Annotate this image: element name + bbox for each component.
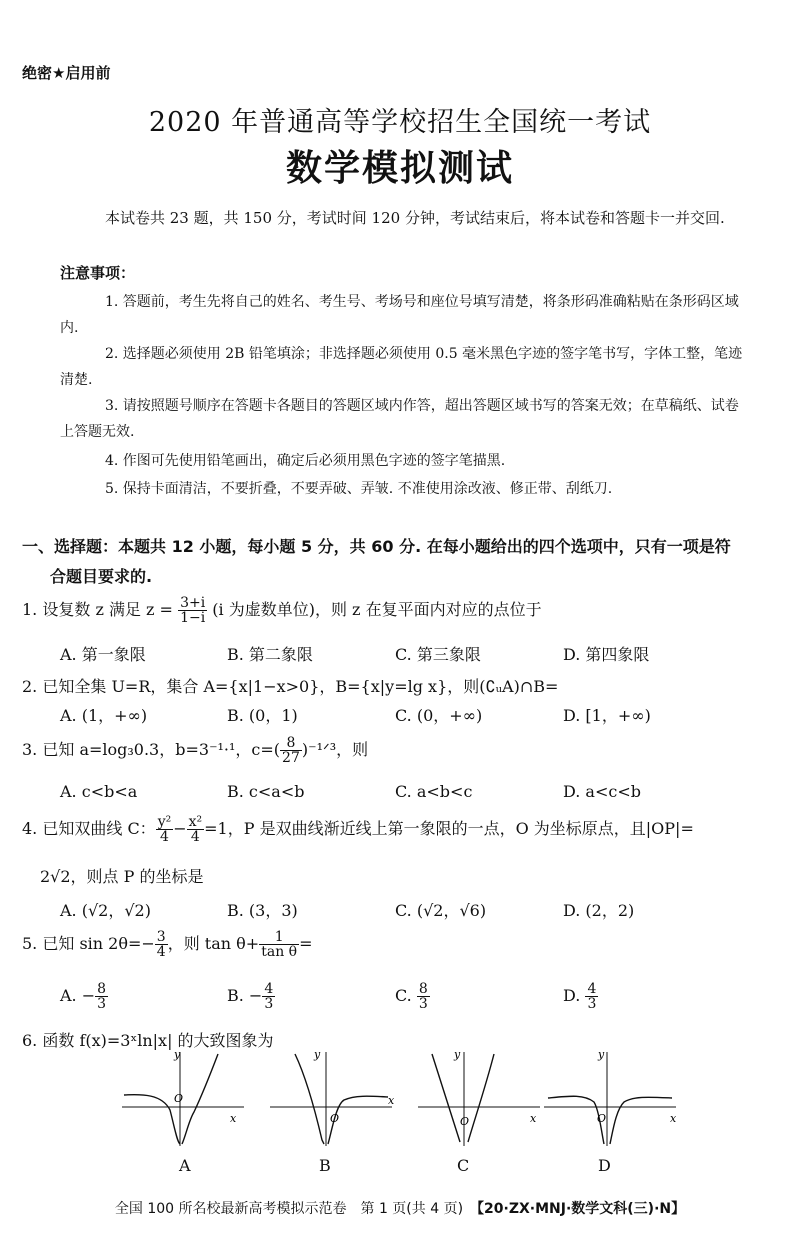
page-footer <box>0 1198 800 1218</box>
notice-item: 2. 选择题必须使用 2B 铅笔填涂；非选择题必须使用 0.5 毫米黑色字迹的签字笔书写，字体工整，笔迹清楚. <box>60 346 743 388</box>
q5-a-den: 3 <box>97 996 107 1012</box>
graph-b-origin: O <box>330 1112 340 1125</box>
section-heading-line2: 合题目要求的. <box>50 567 153 586</box>
q2-option-a: A. (1，+∞) <box>60 706 148 725</box>
graph-a-y-label: y <box>174 1050 181 1061</box>
graph-a-right-branch <box>182 1054 218 1144</box>
q5-mid: ，则 tan θ+ <box>167 934 260 953</box>
q1-stem-post: (i 为虚数单位)，则 z 在复平面内对应的点位于 <box>212 600 542 619</box>
q3-option-c: C. a<b<c <box>395 782 473 801</box>
graph-d-x-label: x <box>670 1112 677 1125</box>
graph-d-y-label: y <box>598 1050 605 1061</box>
q4-frac2-num: x² <box>188 814 203 830</box>
q1-option-a: A. 第一象限 <box>60 645 146 664</box>
q1-option-c: C. 第三象限 <box>395 645 481 664</box>
confidential-label: 绝密★启用前 <box>22 64 111 82</box>
q5-option-c <box>395 982 430 1011</box>
section-heading-line1: 一、选择题：本题共 12 小题，每小题 5 分，共 60 分. 在每小题给出的四个选项中，只有一项是符 <box>22 537 731 556</box>
q2-option-c: C. (0，+∞) <box>395 706 483 725</box>
q2-option-b: B. (0，1) <box>227 706 298 725</box>
q5-fraction-1 <box>155 930 168 959</box>
q4-option-c: C. (√2，√6) <box>395 901 487 920</box>
q1-frac-num: 3+i <box>180 595 206 611</box>
q5-frac2-num: 1 <box>259 930 299 945</box>
q3-option-a: A. c<b<a <box>60 782 138 801</box>
q4-option-d: D. (2，2) <box>563 901 635 920</box>
q3-frac-den: 27 <box>282 750 300 766</box>
question-5-stem <box>22 930 313 959</box>
q5-option-d <box>563 982 598 1011</box>
q3-stem-pre: 3. 已知 a=log₃0.3，b=3⁻¹·¹，c=( <box>22 740 281 759</box>
q5-frac1-den: 4 <box>156 944 166 960</box>
graph-a-label: A <box>179 1156 191 1175</box>
graph-c-x-label: x <box>530 1112 537 1125</box>
q5-d-prefix: D. <box>563 986 586 1005</box>
q5-c-fraction <box>417 982 430 1011</box>
graph-c <box>418 1050 548 1150</box>
q1-stem-pre: 1. 设复数 z 满足 z = <box>22 600 173 619</box>
notice-item: 1. 答题前，考生先将自己的姓名、考生号、考场号和座位号填写清楚，将条形码准确粘贴在条形码区域内. <box>60 294 739 336</box>
q1-option-b: B. 第二象限 <box>227 645 313 664</box>
graph-d-origin: O <box>597 1112 607 1125</box>
q5-option-b <box>227 982 275 1011</box>
q5-stem-pre: 5. 已知 sin 2θ=− <box>22 934 155 953</box>
graph-a-x-label: x <box>230 1112 237 1125</box>
q3-option-b: B. c<a<b <box>227 782 305 801</box>
question-3-stem <box>22 736 368 765</box>
q5-c-prefix: C. <box>395 986 417 1005</box>
graph-c-origin: O <box>460 1115 470 1128</box>
q1-frac-den: 1−i <box>180 610 206 626</box>
q4-frac1-num: y² <box>157 814 172 830</box>
q5-frac1-num: 3 <box>156 929 166 945</box>
q4-frac2-den: 4 <box>190 829 200 845</box>
notice-item: 5. 保持卡面清洁，不要折叠，不要弄破、弄皱. 不准使用涂改液、修正带、刮纸刀. <box>105 481 613 497</box>
question-4-stem <box>22 815 694 844</box>
graph-c-left-branch <box>432 1054 460 1142</box>
graph-b-label: B <box>319 1156 331 1175</box>
q4-frac1-den: 4 <box>159 829 169 845</box>
q5-fraction-2 <box>259 930 299 959</box>
q4-option-a: A. (√2，√2) <box>60 901 151 920</box>
q1-option-d: D. 第四象限 <box>563 645 650 664</box>
graph-d-left-branch <box>548 1096 607 1144</box>
q5-d-fraction <box>585 982 598 1011</box>
graph-b-left-branch <box>295 1054 324 1144</box>
graph-d <box>544 1050 684 1150</box>
question-1-stem <box>22 596 542 625</box>
notice-heading: 注意事项： <box>60 264 136 282</box>
graph-c-y-label: y <box>454 1050 461 1061</box>
q4-stem-pre: 4. 已知双曲线 C： <box>22 819 156 838</box>
q5-d-den: 3 <box>587 996 597 1012</box>
q4-fraction-2 <box>187 815 205 844</box>
q4-minus: − <box>173 819 187 838</box>
q5-frac2-den: tan θ <box>261 944 298 960</box>
graph-c-label: C <box>457 1156 470 1175</box>
question-4-line2: 2√2，则点 P 的坐标是 <box>40 867 204 886</box>
q4-stem-post: =1，P 是双曲线渐近线上第一象限的一点，O 为坐标原点，且|OP|= <box>204 819 694 838</box>
q5-c-num: 8 <box>418 981 428 997</box>
footer-code: 【20·ZX·MNJ·数学文科(三)·N】 <box>477 1201 686 1217</box>
q4-fraction-1 <box>156 815 174 844</box>
q5-a-num: 8 <box>97 981 107 997</box>
graph-c-right-branch <box>468 1054 494 1142</box>
graph-d-label: D <box>598 1156 611 1175</box>
exam-subtitle: 数学模拟测试 <box>285 147 514 189</box>
q3-stem-post: )⁻¹ᐟ³，则 <box>301 740 369 759</box>
q5-b-prefix: B. − <box>227 986 263 1005</box>
notice-item: 3. 请按照题号顺序在答题卡各题目的答题区域内作答，超出答题区域书写的答案无效；在草稿纸、试卷上答题无效. <box>60 398 739 440</box>
graph-b <box>270 1050 400 1150</box>
q2-option-d: D. [1，+∞) <box>563 706 651 725</box>
graph-b-y-label: y <box>314 1050 321 1061</box>
q3-fraction <box>280 736 302 765</box>
graph-a <box>122 1050 252 1150</box>
q3-frac-num: 8 <box>280 736 302 751</box>
q5-option-a <box>60 982 108 1011</box>
exam-title: 2020 年普通高等学校招生全国统一考试 <box>148 107 652 138</box>
q3-option-d: D. a<c<b <box>563 782 641 801</box>
question-6-stem: 6. 函数 f(x)=3ˣln|x| 的大致图象为 <box>22 1031 274 1050</box>
footer-text: 全国 100 所名校最新高考模拟示范卷 第 1 页(共 4 页) <box>114 1201 478 1217</box>
q5-c-den: 3 <box>418 996 428 1012</box>
graph-a-left-branch <box>124 1095 180 1144</box>
question-2-stem: 2. 已知全集 U=R，集合 A={x|1−x>0}，B={x|y=lg x}，则(∁ᵤA)∩B= <box>22 677 559 696</box>
q5-a-fraction <box>95 982 108 1011</box>
graph-b-x-label: x <box>388 1094 395 1107</box>
q5-b-num: 4 <box>264 981 274 997</box>
q5-d-num: 4 <box>587 981 597 997</box>
q5-b-den: 3 <box>264 996 274 1012</box>
q1-fraction <box>178 596 207 625</box>
q5-a-prefix: A. − <box>60 986 96 1005</box>
section-heading <box>22 532 792 592</box>
q5-stem-post: = <box>299 934 313 953</box>
graph-d-right-branch <box>610 1097 672 1144</box>
intro-paragraph: 本试卷共 23 题，共 150 分，考试时间 120 分钟，考试结束后，将本试卷和答题卡一并交回. <box>105 209 725 227</box>
q5-b-fraction <box>262 982 275 1011</box>
notice-item: 4. 作图可先使用铅笔画出，确定后必须用黑色字迹的签字笔描黑. <box>105 453 506 469</box>
q4-option-b: B. (3，3) <box>227 901 298 920</box>
graph-a-origin: O <box>174 1092 184 1105</box>
